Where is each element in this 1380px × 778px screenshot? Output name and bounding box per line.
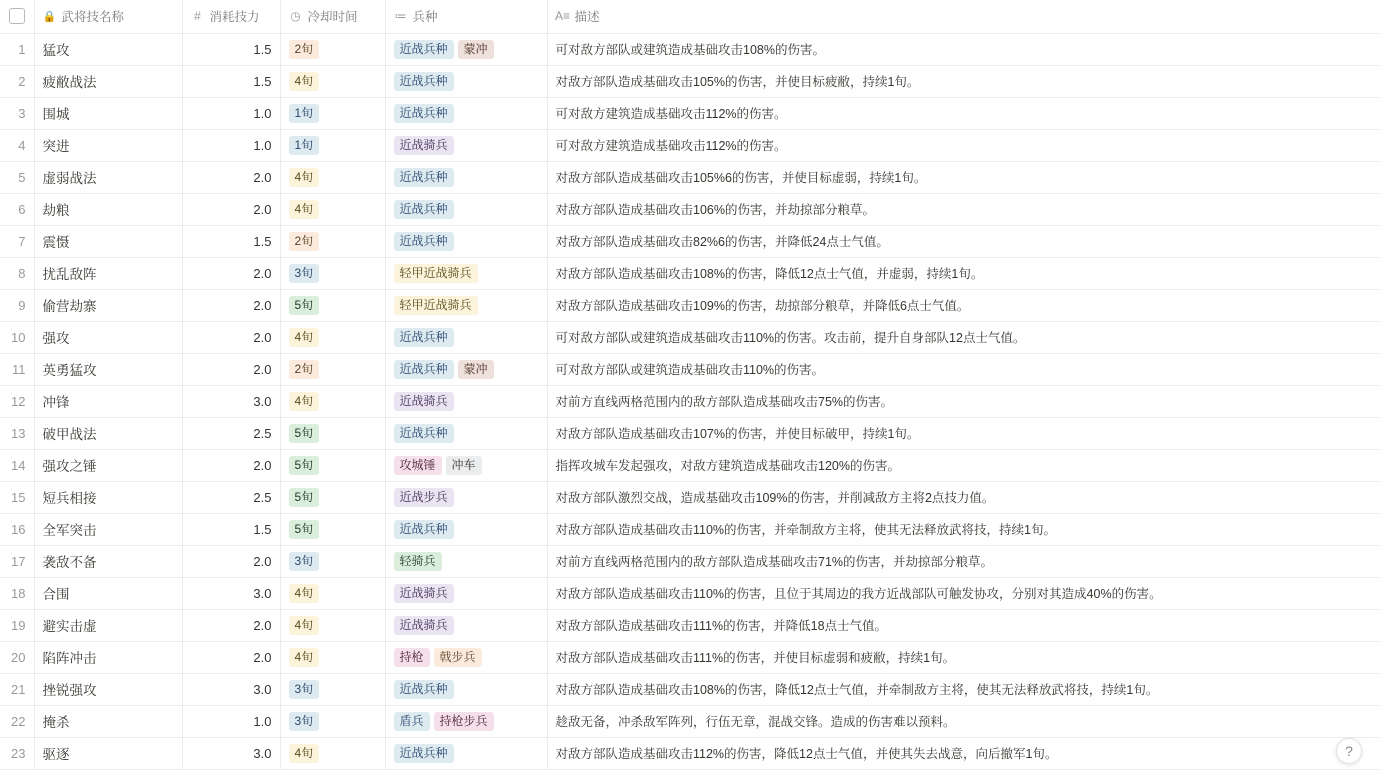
cell-cost[interactable]: 2.0 xyxy=(182,449,280,481)
row-index: 7 xyxy=(0,225,34,257)
cell-cost[interactable]: 1.0 xyxy=(182,97,280,129)
cell-cooldown[interactable] xyxy=(280,673,385,705)
cell-cooldown[interactable] xyxy=(280,225,385,257)
text-icon: A≡ xyxy=(555,9,571,24)
cell-skill-name[interactable]: 劫粮 xyxy=(34,193,182,225)
row-index: 14 xyxy=(0,449,34,481)
cell-cooldown[interactable] xyxy=(280,513,385,545)
cell-unit-types[interactable] xyxy=(385,385,547,417)
cell-skill-name[interactable]: 猛攻 xyxy=(34,33,182,65)
column-header-unit[interactable] xyxy=(385,0,547,33)
unit-tag: 近战骑兵 xyxy=(394,136,454,155)
cooldown-tag: 4旬 xyxy=(289,392,320,411)
row-index: 10 xyxy=(0,321,34,353)
cell-unit-types[interactable] xyxy=(385,481,547,513)
cell-cost[interactable]: 2.0 xyxy=(182,641,280,673)
table-row[interactable] xyxy=(0,161,1380,193)
cell-unit-types[interactable] xyxy=(385,609,547,641)
cell-skill-name[interactable]: 强攻 xyxy=(34,321,182,353)
cell-cooldown[interactable] xyxy=(280,481,385,513)
cell-description[interactable]: 对敌方部队造成基础攻击105%的伤害，并使目标疲敝，持续1旬。 xyxy=(547,65,1380,97)
unit-tag: 近战骑兵 xyxy=(394,392,454,411)
cooldown-tag: 4旬 xyxy=(289,168,320,187)
unit-tag: 近战兵种 xyxy=(394,232,454,251)
table-row[interactable] xyxy=(0,289,1380,321)
row-index: 3 xyxy=(0,97,34,129)
cell-unit-types[interactable] xyxy=(385,673,547,705)
cell-cost[interactable]: 1.0 xyxy=(182,129,280,161)
cell-skill-name[interactable]: 驱逐 xyxy=(34,737,182,769)
cell-unit-types[interactable] xyxy=(385,65,547,97)
table-row[interactable] xyxy=(0,609,1380,641)
table-row[interactable] xyxy=(0,33,1380,65)
cell-cost[interactable]: 1.5 xyxy=(182,513,280,545)
row-index: 2 xyxy=(0,65,34,97)
column-header-cost-label: 消耗技力 xyxy=(209,10,260,25)
cell-unit-types[interactable] xyxy=(385,161,547,193)
cell-description[interactable]: 趁敌无备，冲杀敌军阵列，行伍无章，混战交锋。造成的伤害难以预料。 xyxy=(547,705,1380,737)
cell-skill-name[interactable]: 陷阵冲击 xyxy=(34,641,182,673)
cell-unit-types[interactable] xyxy=(385,321,547,353)
cell-description[interactable]: 对敌方部队造成基础攻击108%的伤害，降低12点士气值，并牵制敌方主将，使其无法释放武将技，持续1旬。 xyxy=(547,673,1380,705)
table-row[interactable] xyxy=(0,737,1380,769)
cell-cooldown[interactable] xyxy=(280,321,385,353)
cell-unit-types[interactable] xyxy=(385,737,547,769)
cell-cost[interactable]: 2.0 xyxy=(182,353,280,385)
table-row[interactable] xyxy=(0,481,1380,513)
cell-cooldown[interactable] xyxy=(280,129,385,161)
column-header-cooldown-label: 冷却时间 xyxy=(307,10,358,25)
cell-unit-types[interactable] xyxy=(385,257,547,289)
cell-skill-name[interactable]: 冲锋 xyxy=(34,385,182,417)
column-header-description[interactable] xyxy=(547,0,1380,33)
cell-description[interactable]: 对前方直线两格范围内的敌方部队造成基础攻击75%的伤害。 xyxy=(547,385,1380,417)
cooldown-tag: 5旬 xyxy=(289,520,320,539)
cell-skill-name[interactable]: 挫锐强攻 xyxy=(34,673,182,705)
cell-cost[interactable]: 2.0 xyxy=(182,257,280,289)
cell-description[interactable]: 可对敌方建筑造成基础攻击112%的伤害。 xyxy=(547,97,1380,129)
cell-description[interactable]: 对敌方部队造成基础攻击112%的伤害，降低12点士气值，并使其失去战意，向后撤军1旬。 xyxy=(547,737,1380,769)
cell-unit-types[interactable] xyxy=(385,97,547,129)
cell-cost[interactable]: 2.0 xyxy=(182,161,280,193)
cell-cost[interactable]: 2.5 xyxy=(182,481,280,513)
column-header-name-label: 武将技名称 xyxy=(61,10,125,25)
table-body xyxy=(0,33,1380,769)
cell-description[interactable]: 可对敌方建筑造成基础攻击112%的伤害。 xyxy=(547,129,1380,161)
cell-description[interactable]: 对敌方部队造成基础攻击82%6的伤害，并降低24点士气值。 xyxy=(547,225,1380,257)
help-button[interactable] xyxy=(1336,738,1362,764)
cell-unit-types[interactable] xyxy=(385,129,547,161)
table-row[interactable] xyxy=(0,225,1380,257)
unit-tag: 持枪 xyxy=(394,648,430,667)
unit-tag: 近战兵种 xyxy=(394,328,454,347)
cooldown-tag: 5旬 xyxy=(289,296,320,315)
cell-unit-types[interactable] xyxy=(385,417,547,449)
row-index: 1 xyxy=(0,33,34,65)
table-row[interactable] xyxy=(0,353,1380,385)
unit-tag: 冲车 xyxy=(446,456,482,475)
cooldown-tag: 2旬 xyxy=(289,232,320,251)
cell-description[interactable]: 可对敌方部队或建筑造成基础攻击110%的伤害。 xyxy=(547,353,1380,385)
clock-icon: ◷ xyxy=(290,9,301,24)
cell-description[interactable]: 可对敌方部队或建筑造成基础攻击110%的伤害。攻击前，提升自身部队12点士气值。 xyxy=(547,321,1380,353)
cell-cooldown[interactable] xyxy=(280,449,385,481)
unit-tag: 近战骑兵 xyxy=(394,616,454,635)
cooldown-tag: 4旬 xyxy=(289,328,320,347)
row-index: 5 xyxy=(0,161,34,193)
row-index: 12 xyxy=(0,385,34,417)
cell-skill-name[interactable]: 全军突击 xyxy=(34,513,182,545)
cooldown-tag: 3旬 xyxy=(289,680,320,699)
unit-tag: 近战兵种 xyxy=(394,520,454,539)
unit-tag: 近战骑兵 xyxy=(394,584,454,603)
cell-skill-name[interactable]: 短兵相接 xyxy=(34,481,182,513)
cooldown-tag: 4旬 xyxy=(289,584,320,603)
cell-unit-types[interactable] xyxy=(385,225,547,257)
cell-cooldown[interactable] xyxy=(280,161,385,193)
row-index: 13 xyxy=(0,417,34,449)
lock-icon: 🔒 xyxy=(42,10,57,23)
cell-cost[interactable]: 1.5 xyxy=(182,33,280,65)
cooldown-tag: 4旬 xyxy=(289,72,320,91)
cell-cooldown[interactable] xyxy=(280,641,385,673)
cooldown-tag: 1旬 xyxy=(289,136,320,155)
number-icon: # xyxy=(194,9,201,24)
table-row[interactable] xyxy=(0,673,1380,705)
column-header-select[interactable] xyxy=(0,0,34,33)
row-index: 17 xyxy=(0,545,34,577)
cell-cost[interactable]: 2.0 xyxy=(182,609,280,641)
column-header-name[interactable] xyxy=(34,0,182,33)
unit-tag: 近战兵种 xyxy=(394,104,454,123)
cell-cost[interactable]: 1.5 xyxy=(182,65,280,97)
row-index: 21 xyxy=(0,673,34,705)
cooldown-tag: 4旬 xyxy=(289,616,320,635)
cell-cost[interactable]: 2.0 xyxy=(182,545,280,577)
cell-cooldown[interactable] xyxy=(280,737,385,769)
unit-tag: 轻甲近战骑兵 xyxy=(394,264,478,283)
row-index: 9 xyxy=(0,289,34,321)
cell-skill-name[interactable]: 合围 xyxy=(34,577,182,609)
table-row[interactable] xyxy=(0,705,1380,737)
cell-skill-name[interactable]: 围城 xyxy=(34,97,182,129)
cooldown-tag: 4旬 xyxy=(289,200,320,219)
cell-cooldown[interactable] xyxy=(280,385,385,417)
unit-tag: 近战兵种 xyxy=(394,200,454,219)
cell-cooldown[interactable] xyxy=(280,609,385,641)
row-index: 11 xyxy=(0,353,34,385)
row-index: 16 xyxy=(0,513,34,545)
unit-tag: 戟步兵 xyxy=(434,648,482,667)
cell-unit-types[interactable] xyxy=(385,353,547,385)
table-row[interactable] xyxy=(0,417,1380,449)
cell-description[interactable]: 对敌方部队造成基础攻击105%6的伤害，并使目标虚弱，持续1旬。 xyxy=(547,161,1380,193)
unit-tag: 近战步兵 xyxy=(394,488,454,507)
cell-cooldown[interactable] xyxy=(280,97,385,129)
cell-description[interactable]: 对敌方部队造成基础攻击110%的伤害，并牵制敌方主将，使其无法释放武将技，持续1旬。 xyxy=(547,513,1380,545)
cooldown-tag: 5旬 xyxy=(289,488,320,507)
cell-description[interactable]: 对敌方部队造成基础攻击109%的伤害，劫掠部分粮草，并降低6点士气值。 xyxy=(547,289,1380,321)
cell-cost[interactable]: 2.0 xyxy=(182,193,280,225)
cell-unit-types[interactable] xyxy=(385,577,547,609)
cooldown-tag: 5旬 xyxy=(289,424,320,443)
row-index: 15 xyxy=(0,481,34,513)
table-header xyxy=(0,0,1380,33)
row-index: 19 xyxy=(0,609,34,641)
table-row[interactable] xyxy=(0,321,1380,353)
row-index: 23 xyxy=(0,737,34,769)
unit-tag: 轻骑兵 xyxy=(394,552,442,571)
unit-tag: 近战兵种 xyxy=(394,680,454,699)
table-row[interactable] xyxy=(0,449,1380,481)
cell-description[interactable]: 对敌方部队造成基础攻击106%的伤害，并劫掠部分粮草。 xyxy=(547,193,1380,225)
cell-description[interactable]: 对前方直线两格范围内的敌方部队造成基础攻击71%的伤害，并劫掠部分粮草。 xyxy=(547,545,1380,577)
unit-tag: 近战兵种 xyxy=(394,168,454,187)
table-row[interactable] xyxy=(0,545,1380,577)
table-row[interactable] xyxy=(0,257,1380,289)
cell-skill-name[interactable]: 震慑 xyxy=(34,225,182,257)
cell-skill-name[interactable]: 英勇猛攻 xyxy=(34,353,182,385)
cell-cooldown[interactable] xyxy=(280,289,385,321)
cell-cooldown[interactable] xyxy=(280,705,385,737)
cell-cost[interactable]: 1.0 xyxy=(182,705,280,737)
row-index: 18 xyxy=(0,577,34,609)
unit-tag: 近战兵种 xyxy=(394,72,454,91)
header-row xyxy=(0,0,1380,33)
cell-unit-types[interactable] xyxy=(385,545,547,577)
unit-tag: 盾兵 xyxy=(394,712,430,731)
cell-cooldown[interactable] xyxy=(280,353,385,385)
cell-cooldown[interactable] xyxy=(280,193,385,225)
row-index: 8 xyxy=(0,257,34,289)
cooldown-tag: 5旬 xyxy=(289,456,320,475)
cell-unit-types[interactable] xyxy=(385,33,547,65)
cell-cooldown[interactable] xyxy=(280,65,385,97)
table-row[interactable] xyxy=(0,65,1380,97)
cell-cost[interactable]: 1.5 xyxy=(182,225,280,257)
cell-description[interactable]: 对敌方部队造成基础攻击110%的伤害，且位于其周边的我方近战部队可触发协攻，分别对其造成40%的伤害。 xyxy=(547,577,1380,609)
cooldown-tag: 1旬 xyxy=(289,104,320,123)
column-header-description-label: 描述 xyxy=(574,10,600,25)
cell-cost[interactable]: 3.0 xyxy=(182,673,280,705)
column-header-cooldown[interactable] xyxy=(280,0,385,33)
cell-cost[interactable]: 3.0 xyxy=(182,737,280,769)
unit-tag: 近战兵种 xyxy=(394,40,454,59)
unit-tag: 持枪步兵 xyxy=(434,712,494,731)
cell-skill-name[interactable]: 避实击虚 xyxy=(34,609,182,641)
row-index: 20 xyxy=(0,641,34,673)
cell-skill-name[interactable]: 偷营劫寨 xyxy=(34,289,182,321)
table-row[interactable] xyxy=(0,385,1380,417)
cell-skill-name[interactable]: 扰乱敌阵 xyxy=(34,257,182,289)
cell-description[interactable]: 对敌方部队造成基础攻击108%的伤害，降低12点士气值，并虚弱，持续1旬。 xyxy=(547,257,1380,289)
row-index: 4 xyxy=(0,129,34,161)
cell-description[interactable]: 对敌方部队激烈交战，造成基础攻击109%的伤害，并削减敌方主将2点技力值。 xyxy=(547,481,1380,513)
row-index: 22 xyxy=(0,705,34,737)
cell-skill-name[interactable]: 强攻之锤 xyxy=(34,449,182,481)
table-row[interactable] xyxy=(0,577,1380,609)
column-header-unit-label: 兵种 xyxy=(412,10,438,25)
unit-tag: 蒙冲 xyxy=(458,40,494,59)
cell-cooldown[interactable] xyxy=(280,545,385,577)
cell-description[interactable]: 可对敌方部队或建筑造成基础攻击108%的伤害。 xyxy=(547,33,1380,65)
unit-tag: 近战兵种 xyxy=(394,360,454,379)
select-all-checkbox[interactable] xyxy=(9,8,25,24)
cell-description[interactable]: 对敌方部队造成基础攻击111%的伤害，并降低18点士气值。 xyxy=(547,609,1380,641)
cooldown-tag: 2旬 xyxy=(289,40,320,59)
cooldown-tag: 2旬 xyxy=(289,360,320,379)
cooldown-tag: 3旬 xyxy=(289,264,320,283)
cell-unit-types[interactable] xyxy=(385,289,547,321)
cell-skill-name[interactable]: 疲敝战法 xyxy=(34,65,182,97)
cell-description[interactable]: 对敌方部队造成基础攻击107%的伤害，并使目标破甲，持续1旬。 xyxy=(547,417,1380,449)
table-row[interactable] xyxy=(0,97,1380,129)
table-row[interactable] xyxy=(0,513,1380,545)
cell-cooldown[interactable] xyxy=(280,577,385,609)
cell-cooldown[interactable] xyxy=(280,417,385,449)
unit-tag: 蒙冲 xyxy=(458,360,494,379)
cooldown-tag: 4旬 xyxy=(289,648,320,667)
column-header-cost[interactable] xyxy=(182,0,280,33)
unit-tag: 近战兵种 xyxy=(394,744,454,763)
cell-cooldown[interactable] xyxy=(280,33,385,65)
cell-cost[interactable]: 2.0 xyxy=(182,289,280,321)
cell-description[interactable]: 指挥攻城车发起强攻，对敌方建筑造成基础攻击120%的伤害。 xyxy=(547,449,1380,481)
table-row[interactable] xyxy=(0,129,1380,161)
cell-skill-name[interactable]: 袭敌不备 xyxy=(34,545,182,577)
cell-cost[interactable]: 3.0 xyxy=(182,577,280,609)
cell-unit-types[interactable] xyxy=(385,193,547,225)
unit-tag: 攻城锤 xyxy=(394,456,442,475)
cooldown-tag: 4旬 xyxy=(289,744,320,763)
cell-cost[interactable]: 3.0 xyxy=(182,385,280,417)
unit-tag: 近战兵种 xyxy=(394,424,454,443)
cooldown-tag: 3旬 xyxy=(289,712,320,731)
row-index: 6 xyxy=(0,193,34,225)
cell-cost[interactable]: 2.5 xyxy=(182,417,280,449)
cooldown-tag: 3旬 xyxy=(289,552,320,571)
cell-unit-types[interactable] xyxy=(385,641,547,673)
cell-cooldown[interactable] xyxy=(280,257,385,289)
cell-skill-name[interactable]: 破甲战法 xyxy=(34,417,182,449)
cell-cost[interactable]: 2.0 xyxy=(182,321,280,353)
cell-unit-types[interactable] xyxy=(385,705,547,737)
unit-tag: 轻甲近战骑兵 xyxy=(394,296,478,315)
cell-unit-types[interactable] xyxy=(385,449,547,481)
cell-description[interactable]: 对敌方部队造成基础攻击111%的伤害，并使目标虚弱和疲敝，持续1旬。 xyxy=(547,641,1380,673)
cell-skill-name[interactable]: 虚弱战法 xyxy=(34,161,182,193)
table-row[interactable] xyxy=(0,641,1380,673)
table-row[interactable] xyxy=(0,193,1380,225)
help-icon: ? xyxy=(1345,743,1353,759)
cell-unit-types[interactable] xyxy=(385,513,547,545)
cell-skill-name[interactable]: 突进 xyxy=(34,129,182,161)
cell-skill-name[interactable]: 掩杀 xyxy=(34,705,182,737)
multiselect-icon: ≔ xyxy=(394,9,407,24)
